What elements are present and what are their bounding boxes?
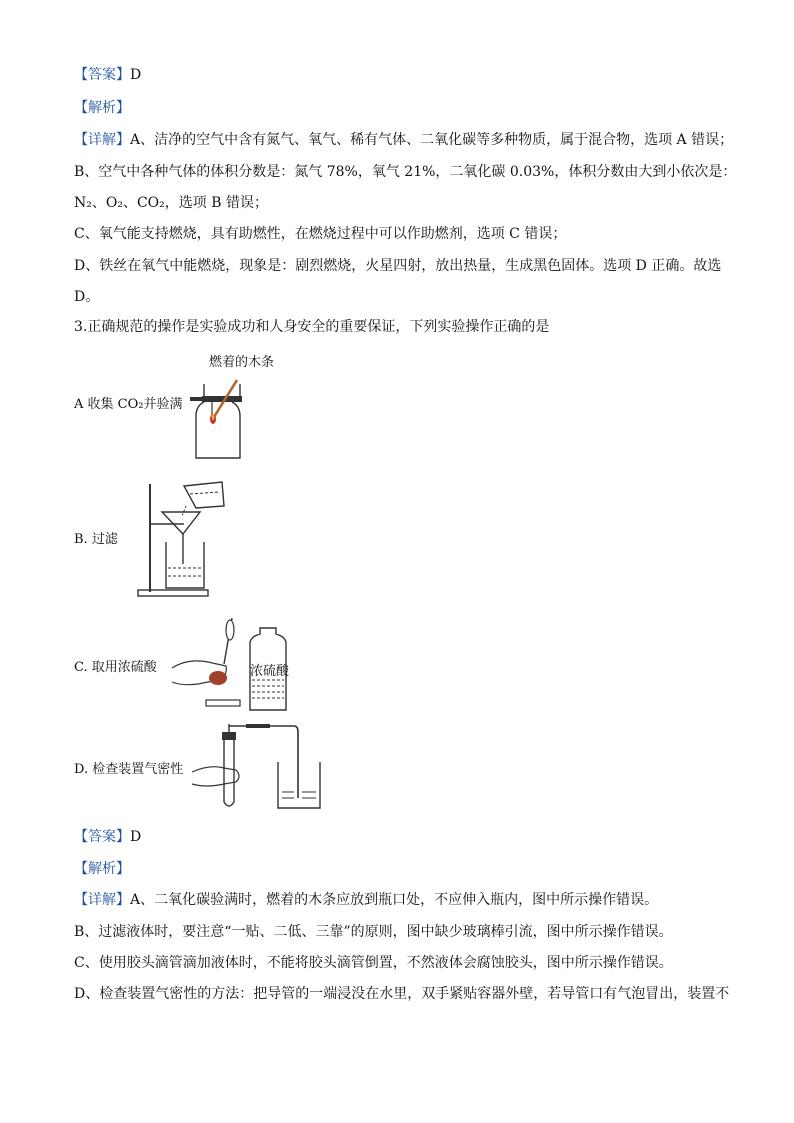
burning-stick-label: 燃着的木条 bbox=[209, 355, 275, 370]
detail-line-1 bbox=[74, 131, 733, 149]
detail-text-a: A、洁净的空气中含有氮气、氧气、稀有气体、二氧化碳等多种物质，属于混合物，选项 A 错误； bbox=[130, 132, 734, 148]
detail-text-c: C、氧气能支持燃烧，具有助燃性，在燃烧过程中可以作助燃剂，选项 C 错误； bbox=[74, 226, 567, 242]
analysis-tag-2: 【解析】 bbox=[74, 861, 130, 877]
co2-collection-figure bbox=[190, 372, 250, 464]
answer-line-1 bbox=[74, 66, 141, 84]
detail-line-2a bbox=[74, 891, 658, 909]
answer-tag: 【答案】 bbox=[74, 67, 130, 83]
detail-text-d: D、铁丝在氧气中能燃烧，现象是：剧烈燃烧，火星四射，放出热量，生成黑色固体。选项 D 正确。故选 bbox=[74, 258, 722, 274]
option-d-label: D. 检查装置气密性 bbox=[74, 762, 184, 777]
option-b-label: B. 过滤 bbox=[74, 532, 118, 547]
question-3-stem: 3.正确规范的操作是实验成功和人身安全的重要保证，下列实验操作正确的是 bbox=[74, 319, 550, 335]
answer-tag-2: 【答案】 bbox=[74, 829, 130, 845]
detail-text-b2: N₂、O₂、CO₂，选项 B 错误； bbox=[74, 195, 268, 211]
answer-value: D bbox=[130, 67, 142, 83]
detail2-text-d: D、检查装置气密性的方法：把导管的一端浸没在水里，双手紧贴容器外壁，若导管口有气泡冒出，装置不 bbox=[74, 986, 730, 1002]
answer-line-2 bbox=[74, 828, 141, 846]
filtration-figure bbox=[134, 476, 234, 600]
detail-text-b: B、空气中各种气体的体积分数是：氮气 78%，氧气 21%，二氧化碳 0.03%，体积分数由大到小依次是： bbox=[74, 164, 737, 180]
detail2-text-b: B、过滤液体时，要注意“一贴、二低、三靠”的原则，图中缺少玻璃棒引流，图中所示操作错误。 bbox=[74, 924, 673, 940]
option-a-label: A 收集 CO₂并验满 bbox=[74, 397, 183, 412]
detail-tag: 【详解】 bbox=[74, 132, 130, 148]
detail-text-d2: D。 bbox=[74, 289, 100, 305]
option-c-label: C. 取用浓硫酸 bbox=[74, 660, 157, 675]
detail2-text-a: A、二氧化碳验满时，燃着的木条应放到瓶口处，不应伸入瓶内，图中所示操作错误。 bbox=[130, 892, 659, 908]
acid-bottle-label: 浓硫酸 bbox=[250, 664, 290, 679]
answer-value-2: D bbox=[130, 829, 142, 845]
detail2-text-c: C、使用胶头滴管滴加液体时，不能将胶头滴管倒置，不然液体会腐蚀胶头，图中所示操作错误。 bbox=[74, 955, 673, 971]
detail-tag-2: 【详解】 bbox=[74, 892, 130, 908]
airtightness-figure bbox=[190, 722, 330, 814]
analysis-tag: 【解析】 bbox=[74, 100, 130, 116]
